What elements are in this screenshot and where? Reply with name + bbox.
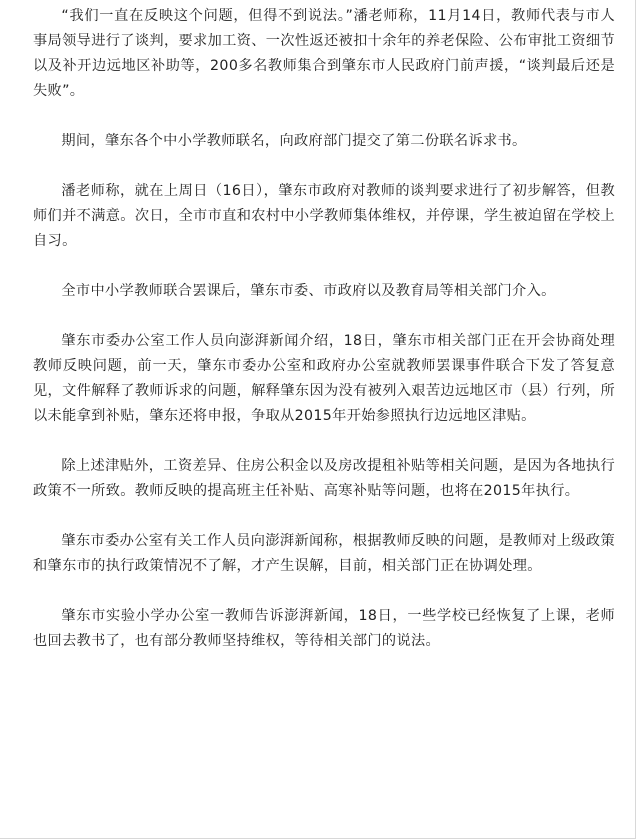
article-paragraph: 肇东市委办公室有关工作人员向澎湃新闻称，根据教师反映的问题，是教师对上级政策和肇东市的执行政策情况不了解，才产生误解，目前，相关部门正在协调处理。 xyxy=(33,533,615,574)
article-paragraph: 肇东市实验小学办公室一教师告诉澎湃新闻，18日，一些学校已经恢复了上课，老师也回去教书了，也有部分教师坚持维权，等待相关部门的说法。 xyxy=(33,608,615,649)
article-paragraph: “我们一直在反映这个问题，但得不到说法。”潘老师称，11月14日，教师代表与市人事局领导进行了谈判，要求加工资、一次性返还被扣十余年的养老保险、公布审批工资细节以及补开边远地区补助等，200多名教师集合到肇东市人民政府门前声援，“谈判最后还是失败”。 xyxy=(33,8,615,99)
article-paragraph: 期间，肇东各个中小学教师联名，向政府部门提交了第二份联名诉求书。 xyxy=(61,133,527,149)
article-body xyxy=(33,4,615,654)
article-paragraph: 肇东市委办公室工作人员向澎湃新闻介绍，18日，肇东市相关部门正在开会协商处理教师反映问题，前一天，肇东市委办公室和政府办公室就教师罢课事件联合下发了答复意见，文件解释了教师诉求的问题，解释肇东因为没有被列入艰苦边远地区市（县）行列，所以未能拿到补贴，肇东还将申报，争取从2015年开始参照执行边远地区津贴。 xyxy=(33,333,615,424)
article-paragraph: 潘老师称，就在上周日（16日），肇东市政府对教师的谈判要求进行了初步解答，但教师们并不满意。次日，全市市直和农村中小学教师集体维权，并停课，学生被迫留在学校上自习。 xyxy=(33,183,615,249)
article-paragraph: 全市中小学教师联合罢课后，肇东市委、市政府以及教育局等相关部门介入。 xyxy=(61,283,556,299)
article-paragraph: 除上述津贴外，工资差异、住房公积金以及房改提租补贴等相关问题，是因为各地执行政策不一所致。教师反映的提高班主任补贴、高寒补贴等问题，也将在2015年执行。 xyxy=(33,458,615,499)
